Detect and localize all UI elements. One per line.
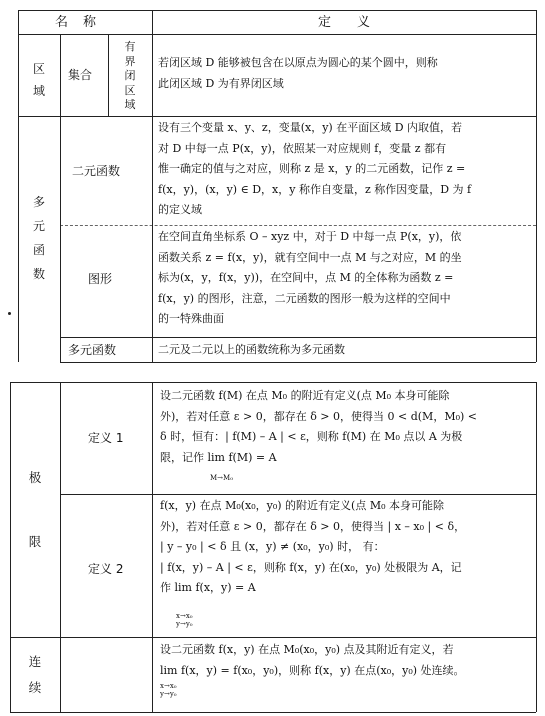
- continuity-definition: 设二元函数 f(x，y) 在点 M₀(x₀，y₀) 点及其附近有定义，若 lim f(x，y) = f(x₀，y₀)，则称 f(x，y) 在点(x₀，y₀) 处连续。: [160, 643, 465, 677]
- region-definition: 若闭区域 D 能够被包含在以原点为圆心的某个圆中，则称 此闭区域 D 为有界闭区域: [158, 56, 438, 90]
- multivariate-function-definition: 二元及二元以上的函数统称为多元函数: [158, 343, 345, 356]
- limit-label: 极 限: [28, 470, 42, 549]
- binary-function-definition: 设有三个变量 x、y、z，变量(x，y) 在平面区域 D 内取值，若 对 D 中每一点 P(x，y)，依照某一对应规则 f，变量 z 都有 惟一确定的值与之对应，则称 z 是 x，y 的二元函数，记作 z = f(x，y)，(x，y) ∈ D，x，y 称作自变量，z 称作因变量，D 为 f 的定义域: [158, 121, 472, 216]
- graph-definition: 在空间直角坐标系 O – xyz 中，对于 D 中每一点 P(x，y)，依 函数关系 z = f(x，y)，就有空间中一点 M 与之对应，M 的坐 标为(x，y，f(x，y))，在空间中，点 M 的全体称为函数 z = f(x，y) 的图形，注意，二元函数的图形一般为这样的空间中 的一特殊曲面: [158, 230, 462, 325]
- multivariate-function-label: 多元函数: [68, 343, 117, 357]
- limit-def2-subscript: x→x₀ y→y₀: [176, 612, 193, 628]
- header-name: 名 称: [55, 15, 98, 30]
- region-label: 区 域: [32, 62, 45, 98]
- header-definition: 定 义: [318, 15, 371, 30]
- limit-def1-subscript: M→M₀: [210, 474, 234, 482]
- region-set-label: 集合: [68, 68, 93, 82]
- multi-label: 多 元 函 数: [32, 195, 45, 281]
- limit-def1-text: 设二元函数 f(M) 在点 M₀ 的附近有定义(点 M₀ 本身可能除 外)，若对任意 ε > 0，都存在 δ > 0，使得当 0 < d(M，M₀) < δ 时，恒有：| f(M) – A | < ε，则称 f(M) 在 M₀ 点以 A 为极 限，记作 lim f(M) = A: [160, 389, 478, 464]
- continuity-label: 连 续: [28, 654, 42, 695]
- limit-def2-text: f(x，y) 在点 M₀(x₀，y₀) 的附近有定义(点 M₀ 本身可能除 外)，若对任意 ε > 0，都存在 δ > 0，使得当 | x – x₀ | < δ， | y – y₀ | < δ 且 (x，y) ≠ (x₀，y₀) 时， 有： | f(x，y) – A | < ε，则称 f(x，y) 在(x₀，y₀) 处极限为 A，记 作 lim f(x，y) = A: [160, 499, 466, 594]
- limit-def1-label: 定义 1: [88, 431, 124, 445]
- region-bounded-label: 有 界 闭 区 域: [124, 40, 136, 111]
- margin-dot: [8, 312, 11, 315]
- continuity-subscript: x→x₀ y→y₀: [160, 682, 177, 698]
- graph-label: 图形: [88, 272, 113, 286]
- binary-function-label: 二元函数: [72, 164, 121, 178]
- limit-def2-label: 定义 2: [88, 562, 124, 576]
